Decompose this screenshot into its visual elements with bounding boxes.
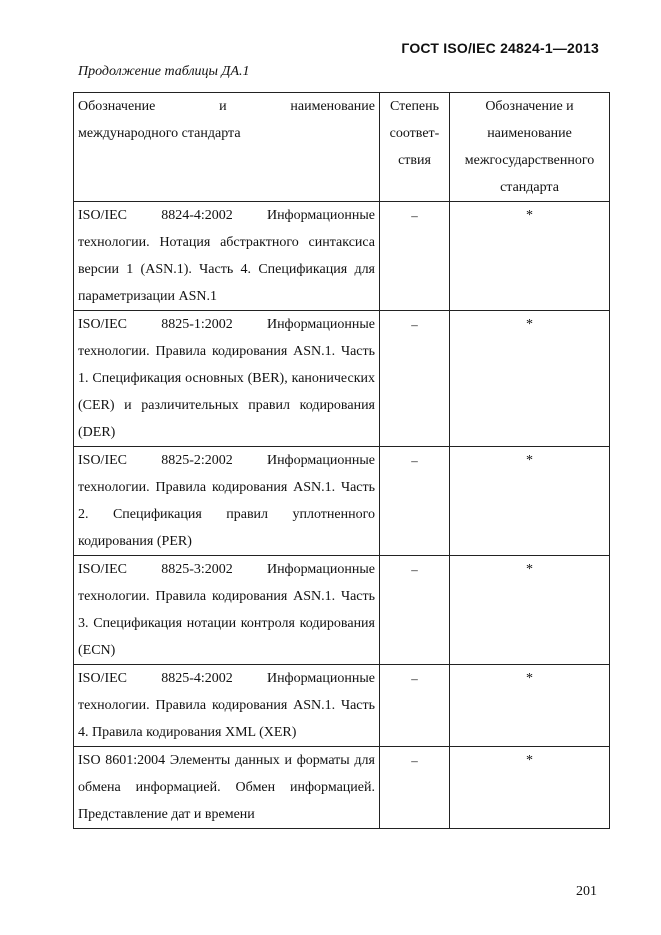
degree-cell: – — [380, 665, 450, 747]
column-header-line: Обозначение и — [485, 99, 574, 114]
standards-table — [73, 92, 610, 829]
column-header-degree — [380, 93, 450, 202]
international-standard-cell: ISO 8601:2004 Элементы данных и форматы для обмена информацией. Обмен информацией. Представление дат и времени — [74, 747, 380, 829]
column-header-line: соответ- — [389, 126, 440, 141]
table-row — [74, 447, 610, 556]
column-header-line: стандарта — [500, 180, 559, 195]
column-header-line: ствия — [398, 153, 431, 168]
interstate-standard-cell: * — [450, 556, 610, 665]
international-standard-cell: ISO/IEC 8825-3:2002 Информационные технологии. Правила кодирования ASN.1. Часть 3. Спецификация нотации контроля кодирования (ECN) — [74, 556, 380, 665]
table-row — [74, 747, 610, 829]
table-row — [74, 311, 610, 447]
table-row — [74, 202, 610, 311]
interstate-standard-cell: * — [450, 202, 610, 311]
international-standard-cell: ISO/IEC 8825-4:2002 Информационные технологии. Правила кодирования ASN.1. Часть 4. Правила кодирования XML (XER) — [74, 665, 380, 747]
international-standard-cell: ISO/IEC 8824-4:2002 Информационные технологии. Нотация абстрактного синтаксиса версии 1 (ASN.1). Часть 4. Спецификация для параметризации ASN.1 — [74, 202, 380, 311]
interstate-standard-cell: * — [450, 747, 610, 829]
table-row — [74, 556, 610, 665]
international-standard-cell: ISO/IEC 8825-1:2002 Информационные технологии. Правила кодирования ASN.1. Часть 1. Спецификация основных (BER), канонических (CER) и различительных правил кодирования (DER) — [74, 311, 380, 447]
interstate-standard-cell: * — [450, 447, 610, 556]
column-header-interstate-standard — [450, 93, 610, 202]
column-header-line: международного стандарта — [78, 126, 241, 141]
degree-cell: – — [380, 747, 450, 829]
table-row — [74, 665, 610, 747]
interstate-standard-cell: * — [450, 311, 610, 447]
table-header-row — [74, 93, 610, 202]
degree-cell: – — [380, 447, 450, 556]
interstate-standard-cell: * — [450, 665, 610, 747]
column-header-international-standard — [74, 93, 380, 202]
document-id: ГОСТ ISO/IEC 24824-1—2013 — [401, 40, 599, 56]
column-header-line: межгосударственного — [464, 153, 595, 168]
international-standard-cell: ISO/IEC 8825-2:2002 Информационные технологии. Правила кодирования ASN.1. Часть 2. Спецификация правил уплотненного кодирования (PER) — [74, 447, 380, 556]
column-header-line: Степень — [389, 99, 440, 114]
column-header-line: наименование — [487, 126, 572, 141]
table-caption: Продолжение таблицы ДА.1 — [78, 64, 250, 79]
degree-cell: – — [380, 202, 450, 311]
degree-cell: – — [380, 556, 450, 665]
column-header-line: Обозначение и наименование — [78, 99, 375, 114]
page-number: 201 — [576, 884, 597, 899]
degree-cell: – — [380, 311, 450, 447]
